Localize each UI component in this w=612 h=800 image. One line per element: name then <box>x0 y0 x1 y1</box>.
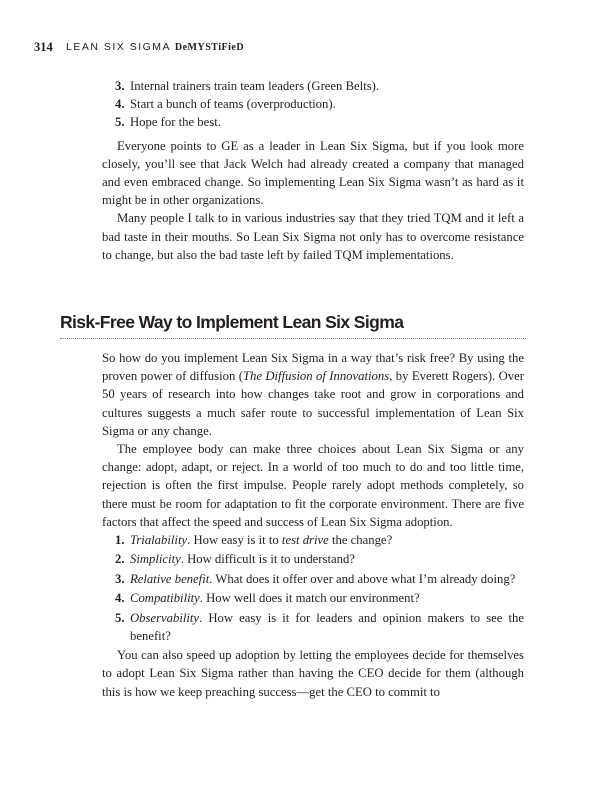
factor-desc: . How easy is it to <box>187 533 282 548</box>
list-text <box>130 531 524 549</box>
paragraph-diffusion <box>102 349 524 440</box>
factor-emphasis: test drive <box>281 533 329 548</box>
factor-desc-end: the change? <box>328 533 393 548</box>
list-text <box>130 609 524 645</box>
list-number: 5. <box>115 115 125 130</box>
paragraph-ge: Everyone points to GE as a leader in Lean Six Sigma, but if you look more closely, you’ll see that Jack Welch had already created a company that managed and even embraced change. So implementing Lean Six Sigma wasn’t as hard as it might be in other organizations. <box>102 138 524 208</box>
list-text <box>130 570 524 588</box>
list-text: Start a bunch of teams (overproduction). <box>130 97 336 112</box>
list-item <box>102 609 524 645</box>
p1-before: So how do you implement Lean Six Sigma in a way that’s risk free? By using the proven power of diffusion ( <box>102 351 524 384</box>
list-number: 4. <box>115 591 125 606</box>
list-item <box>102 77 524 95</box>
running-title-text: LEAN SIX SIGMA <box>66 41 171 53</box>
list-item <box>102 589 524 607</box>
paragraph-adoption: You can also speed up adoption by letting the employees decide for themselves to adopt Lean Six Sigma rather than having the CEO decide for them (although this is how we keep preaching success—get the CEO to commit to <box>102 648 524 699</box>
factor-term: Trialability <box>130 533 188 548</box>
p1-after: , by Everett Rogers). Over 50 years of research into how changes take root and grow in corporations and cultures suggests a much safer route to successful implementation of Lean Six Sigma or any change. <box>102 369 524 438</box>
list-text: Internal trainers train team leaders (Green Belts). <box>130 79 380 93</box>
factor-term: Compatibility <box>130 591 200 606</box>
top-numbered-list <box>102 77 524 132</box>
list-text: Hope for the best. <box>130 115 221 130</box>
list-text <box>130 550 524 568</box>
running-title-suffix: DeMYSTiFieD <box>174 42 245 53</box>
factors-list <box>102 531 524 645</box>
factor-desc: . How well does it match our environment? <box>199 591 420 606</box>
factor-desc: . What does it offer over and above what I’m already doing? <box>209 571 516 586</box>
running-header <box>0 40 612 56</box>
list-number: 3. <box>115 79 125 93</box>
paragraph-choices: The employee body can make three choices about Lean Six Sigma or any change: adopt, adapt, or reject. In a world of too much to do and too little time, rejection is often the first impulse. People rarely adopt methods completely, so there must be room for adaptation to fit the corporate environment. There are five factors that affect the speed and success of Lean Six Sigma adoption. <box>102 442 524 529</box>
list-number: 4. <box>115 97 125 112</box>
list-number: 1. <box>115 533 125 548</box>
factor-desc: . How easy is it for leaders and opinion makers to see the benefit? <box>130 610 524 643</box>
list-item <box>102 113 524 131</box>
running-title <box>66 41 244 53</box>
list-number: 3. <box>115 571 125 586</box>
factor-term: Relative benefit <box>130 571 210 586</box>
page-number: 314 <box>34 40 53 54</box>
list-item <box>102 531 524 549</box>
list-number: 2. <box>115 552 125 567</box>
list-text <box>130 589 524 607</box>
section-heading: Risk-Free Way to Implement Lean Six Sigma <box>60 312 526 339</box>
section-content <box>102 349 524 701</box>
factor-term: Observability <box>130 610 200 625</box>
factor-term: Simplicity <box>130 552 181 567</box>
paragraph-tqm: Many people I talk to in various industries say that they tried TQM and it left a bad taste in their mouths. So Lean Six Sigma not only has to overcome resistance to change, but also the bad taste left by failed TQM implementations. <box>102 211 524 262</box>
list-number: 5. <box>115 610 125 625</box>
list-item <box>102 95 524 113</box>
list-item <box>102 570 524 588</box>
list-item <box>102 550 524 568</box>
top-content <box>102 77 524 264</box>
book-title: The Diffusion of Innovations <box>242 369 390 384</box>
factor-desc: . How difficult is it to understand? <box>180 552 355 567</box>
